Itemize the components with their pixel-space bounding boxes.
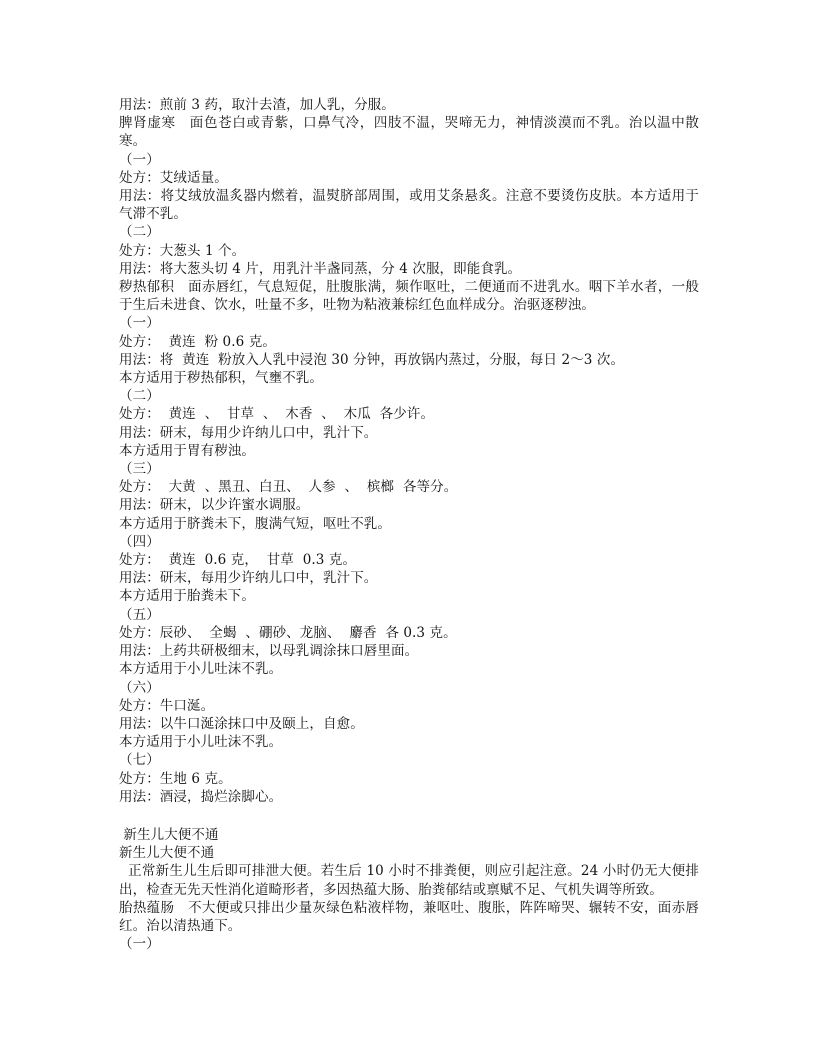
text-line: 用法：酒浸，捣烂涂脚心。 (119, 788, 283, 805)
text-line: 本方适用于秽热郁积，气壅不乳。 (119, 370, 323, 387)
text-line: 处方：生地 6 克。 (119, 770, 232, 787)
text-line: 处方： 大黄 、黑丑、白丑、 人参 、 槟榔 各等分。 (119, 479, 458, 496)
text-line: （五） (119, 606, 160, 623)
text-line: 处方： 黄连 粉 0.6 克。 (119, 333, 276, 350)
text-line: 用法：研末，以少许蜜水调服。 (119, 497, 310, 514)
text-line: 本方适用于小儿吐沫不乳。 (119, 661, 283, 678)
text-line: 处方：牛口涎。 (119, 697, 215, 714)
text-line: 本方适用于胃有秽浊。 (119, 442, 255, 459)
text-line: （六） (119, 679, 160, 696)
text-line: 处方：大葱头 1 个。 (119, 242, 246, 259)
text-line: （二） (119, 388, 160, 405)
text-line: 处方：辰砂、 全蝎 、硼砂、龙脑、 麝香 各 0.3 克。 (119, 624, 457, 641)
section-subheading: 新生儿大便不通 (119, 845, 215, 862)
text-line: 处方： 黄连 、 甘草 、 木香 、 木瓜 各少许。 (119, 406, 435, 423)
section-constipation (119, 826, 699, 953)
text-line: 秽热郁积 面赤唇红，气息短促，肚腹胀满，频作呕吐，二便通而不进乳水。咽下羊水者，一般于生后未进食、饮水，吐量不多，吐物为粘液兼棕红色血样成分。治驱逐秽浊。 (119, 279, 699, 314)
text-line: 用法：以牛口涎涂抹口中及颐上，自愈。 (119, 715, 364, 732)
text-line: 脾肾虚寒 面色苍白或青紫，口鼻气冷，四肢不温，哭啼无力，神情淡漠而不乳。治以温中散寒。 (119, 115, 699, 150)
text-line: 用法：将大葱头切 4 片，用乳汁半盏同蒸，分 4 次服，即能食乳。 (119, 260, 522, 277)
text-line: （一） (119, 315, 160, 332)
text-line: 用法：将艾绒放温炙器内燃着，温熨脐部周围，或用艾条悬炙。注意不要烫伤皮肤。本方适用于气滞不乳。 (119, 188, 699, 223)
text-line: 胎热蕴肠 不大便或只排出少量灰绿色粘液样物，兼呕吐、腹胀，阵阵啼哭、辗转不安，面赤唇红。治以清热通下。 (119, 899, 699, 934)
text-line: 用法：将 黄连 粉放入人乳中浸泡 30 分钟，再放锅内蒸过，分服，每日 2～3 次。 (119, 351, 625, 368)
text-line: 处方：艾绒适量。 (119, 169, 228, 186)
document-page (119, 96, 699, 953)
text-line: （三） (119, 461, 160, 478)
text-line: （七） (119, 752, 160, 769)
text-line: （一） (119, 936, 160, 953)
section-treatments (119, 96, 699, 806)
text-line: 用法：上药共研极细末，以母乳调涂抹口唇里面。 (119, 643, 419, 660)
text-line: （一） (119, 151, 160, 168)
text-line: 用法：煎前 3 药，取汁去渣，加人乳，分服。 (119, 97, 395, 113)
text-line: 用法：研末，每用少许纳儿口中，乳汁下。 (119, 424, 378, 441)
text-line: 用法：研末，每用少许纳儿口中，乳汁下。 (119, 570, 378, 587)
text-line: 本方适用于小儿吐沫不乳。 (119, 734, 283, 751)
text-line: （二） (119, 224, 160, 241)
text-line: 本方适用于脐粪未下，腹满气短，呕吐不乳。 (119, 515, 391, 532)
text-line: 本方适用于胎粪未下。 (119, 588, 255, 605)
text-line: 正常新生儿生后即可排泄大便。若生后 10 小时不排粪便，则应引起注意。24 小时仍无大便排出，检查无先天性消化道畸形者，多因热蕴大肠、胎粪郁结或禀赋不足、气机失调等所致。 (119, 863, 699, 898)
text-line: 处方： 黄连 0.6 克， 甘草 0.3 克。 (119, 552, 357, 569)
section-gap (119, 806, 699, 826)
text-line: （四） (119, 533, 160, 550)
section-heading: 新生儿大便不通 (119, 826, 219, 843)
